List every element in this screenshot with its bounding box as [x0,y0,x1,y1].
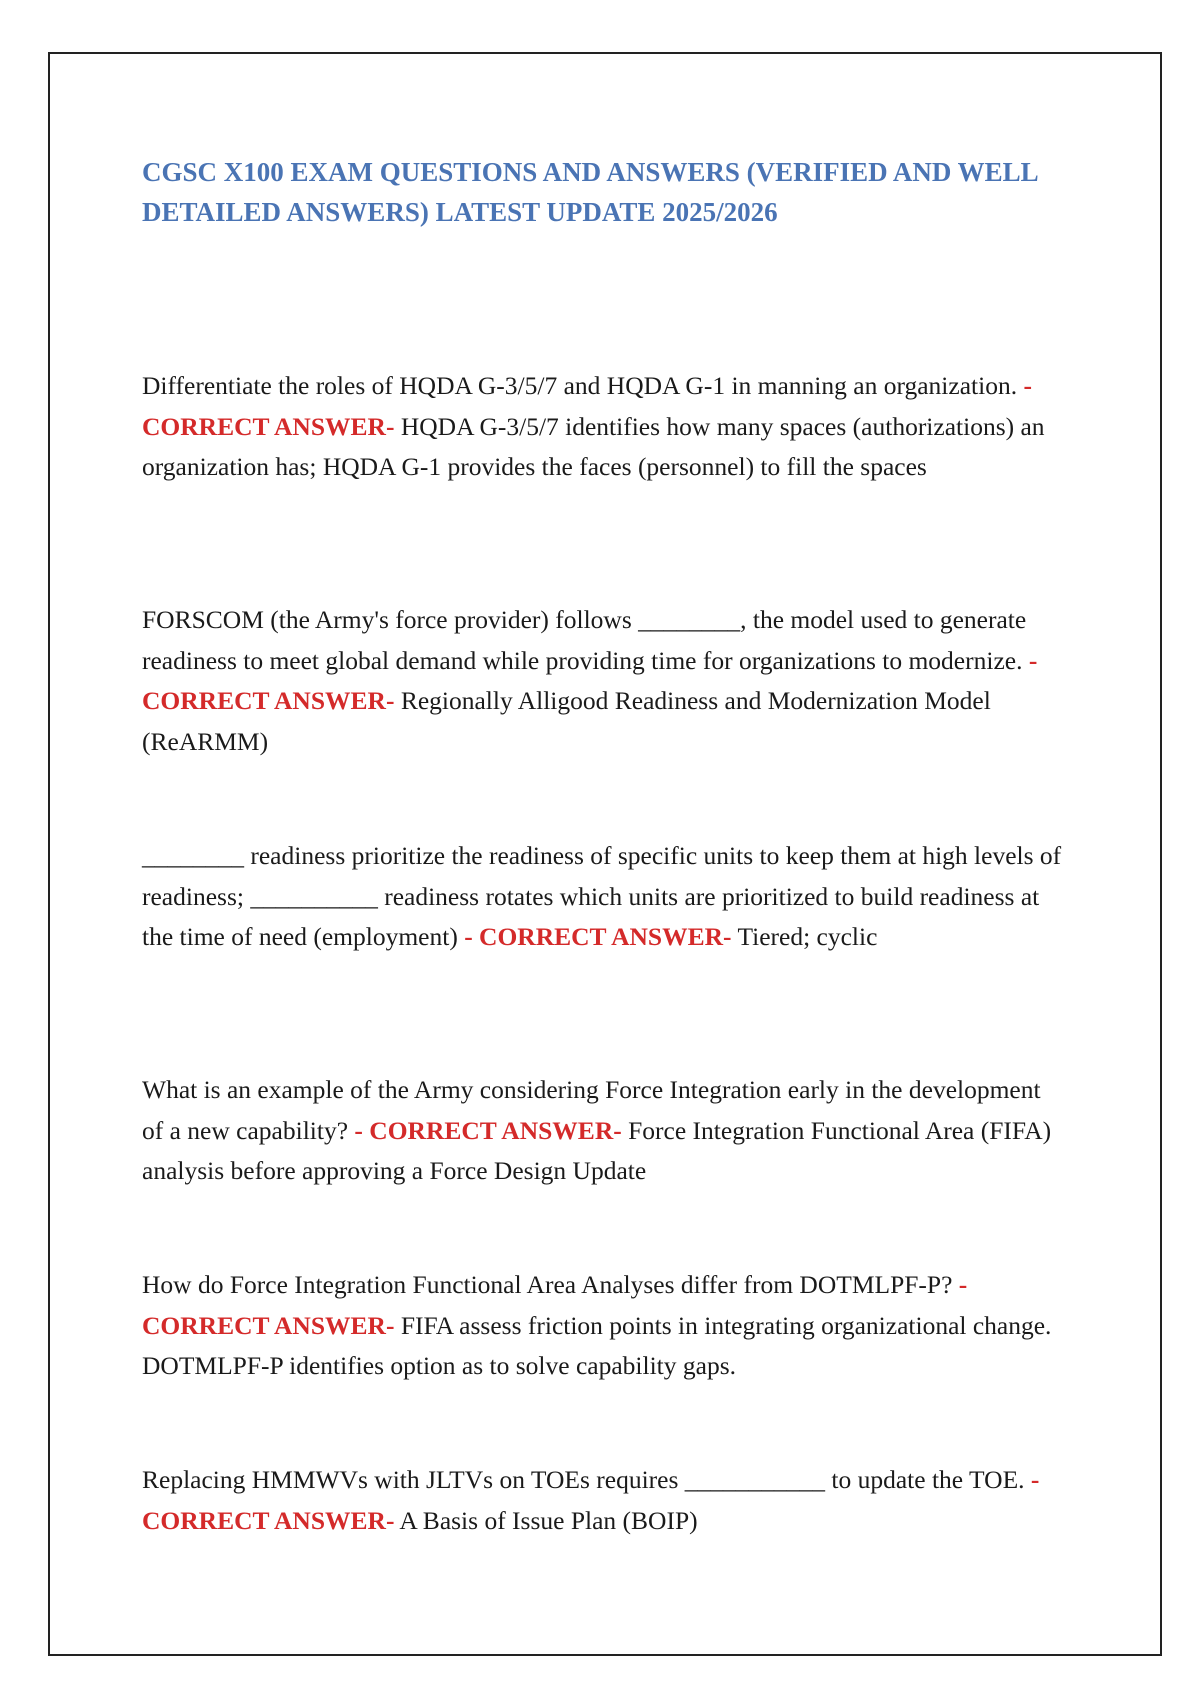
question-text: Differentiate the roles of HQDA G-3/5/7 and HQDA G-1 in manning an organization. [142,371,1018,400]
answer-text: A Basis of Issue Plan (BOIP) [399,1505,698,1535]
answer-text: Force Integration Functional Area (FIFA) analysis before approving a Force Design Update [142,1115,1052,1185]
correct-answer-label: - CORRECT ANSWER- [142,1465,1040,1535]
correct-answer-label: - CORRECT ANSWER- [142,371,1032,441]
qa-item [142,836,1062,958]
question-text: What is an example of the Army considering Force Integration early in the development of a new capability? [142,1075,1041,1145]
correct-answer-label: - CORRECT ANSWER- [354,1115,622,1145]
answer-text: FIFA assess friction points in integrating organizational change. DOTMLPF-P identifies option as to solve capability gaps. [142,1310,1052,1380]
qa-item [142,366,1062,488]
correct-answer-label: - CORRECT ANSWER- [142,645,1038,715]
qa-item [142,1070,1062,1192]
answer-text: Tiered; cyclic [737,922,878,951]
question-text: ________ readiness prioritize the readiness of specific units to keep them at high levels of readiness; __________ readiness rotates which units are prioritized to build readiness at the time of need (employment) [142,841,1062,951]
question-text: FORSCOM (the Army's force provider) follows ________, the model used to generate readiness to meet global demand while providing time for organizations to modernize. [142,605,1027,675]
document-title: CGSC X100 EXAM QUESTIONS AND ANSWERS (VERIFIED AND WELL DETAILED ANSWERS) LATEST UPDATE 2025/2026 [142,157,1038,227]
question-text: Replacing HMMWVs with JLTVs on TOEs requires ___________ to update the TOE. [142,1465,1025,1494]
qa-item [142,600,1062,762]
correct-answer-label: - CORRECT ANSWER- [464,922,732,951]
correct-answer-label: - CORRECT ANSWER- [142,1270,968,1340]
qa-item [142,1265,1062,1387]
qa-item [142,1460,1062,1541]
answer-text: HQDA G-3/5/7 identifies how many spaces (authorizations) an organization has; HQDA G-1 provides the faces (personnel) to fill the spaces [142,411,1045,481]
answer-text: Regionally Alligood Readiness and Modernization Model (ReARMM) [142,686,991,756]
question-text: How do Force Integration Functional Area Analyses differ from DOTMLPF-P? [142,1270,953,1299]
